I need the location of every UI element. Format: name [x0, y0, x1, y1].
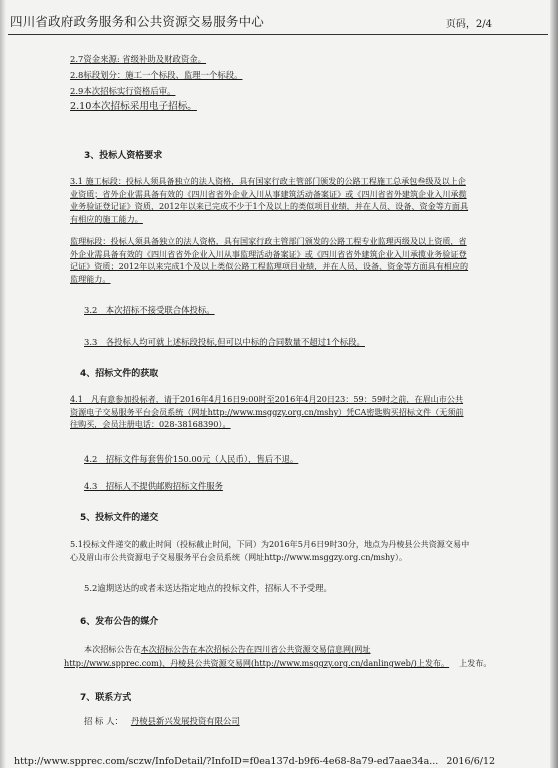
- section-6-trailing: 上发布。: [459, 658, 492, 668]
- section-6-intro: 本次招标公告在: [84, 644, 141, 654]
- item-2-10: 2.10本次招标采用电子招标。: [70, 101, 197, 112]
- section-3-1-paragraph: 3.1 施工标段：投标人须具备独立的法人资格，具有国家行政主管部门颁发的公路工程施工总承包叁级及以上企业资质；省外企业需具备有效的《四川省省外企业入川从事建筑活动备案证》或《四川省省外建筑企业入川承揽业务验证登记证》资质，2012年以来已完成不少于1个及以上的类似项目业绩，并在人员、设备、资金等方面具有相应的施工能力。: [70, 176, 469, 224]
- scan-edge-left: [0, 0, 6, 768]
- section-5-1-paragraph: 5.1投标文件递交的截止时间（投标截止时间，下同）为2016年5月6日9时30分，地点为丹棱县公共资源交易中心及眉山市公共资源电子交易服务平台会员系统（网址http://www.msggzy.org.cn/mshy）。: [70, 539, 470, 562]
- section-4-heading: 4、招标文件的获取: [80, 369, 159, 379]
- item-2-7: 2.7资金来源: 省级补助及财政资金。: [70, 54, 207, 64]
- tenderer-row: [84, 717, 240, 725]
- section-5-2-paragraph: 5.2逾期送达的或者未送达指定地点的投标文件，招标人不予受理。: [84, 583, 332, 593]
- tenderer-name: 丹棱县新兴发展投资有限公司: [130, 716, 240, 726]
- item-3-2: 3.2 本次招标不接受联合体投标。: [84, 305, 215, 315]
- section-4-1-paragraph: 4.1 凡有意参加投标者，请于2016年4月16日9:00时至2016年4月20日23：59：59时之前，在眉山市公共资源电子交易服务平台会员系统（网址http://www.msggzy.org.cn/mshy）凭CA密匙购买招标文件（无须前往购买，会员注册电话：028-38168390）。: [70, 394, 464, 429]
- footer-row: [14, 756, 495, 767]
- item-4-3: 4.3 招标人不提供邮购招标文件服务: [84, 481, 223, 491]
- header-title: 四川省政府政务服务和公共资源交易服务中心: [10, 14, 265, 29]
- section-6-media-urls: http://www.spprec.com)、丹棱县公共资源交易网(http://www.msggzy.org.cn/danlingweb/)上发布。: [64, 658, 450, 668]
- scan-edge-right: [550, 0, 558, 768]
- page-number: 页码，2/4: [445, 19, 492, 30]
- header-divider: [8, 34, 548, 35]
- tenderer-label: 招 标 人：: [84, 716, 123, 726]
- section-6-paragraph: [84, 643, 484, 656]
- section-3-heading: 3、投标人资格要求: [84, 151, 163, 161]
- section-3-1-supervision-paragraph: 监理标段：投标人须具备独立的法人资格，具有国家行政主管部门颁发的公路工程专业监理丙级及以上资质，省外企业需具备有效的《四川省省外企业入川从事监理活动备案证》或《四川省省外建筑企业入川承揽业务验证登记证》资质；2012年以来完成1个及以上类似公路工程监理项目业绩，并在人员、设备、资金等方面具有相应的监理能力。: [70, 236, 469, 284]
- item-3-3: 3.3 各投标人均可就上述标段投标,但可以中标的合同数量不超过1个标段。: [84, 337, 365, 347]
- section-6-heading: 6、发布公告的媒介: [80, 617, 159, 627]
- item-2-8: 2.8标段划分：施工一个标段、监理一个标段。: [70, 70, 243, 80]
- footer-url: http://www.spprec.com/sczw/InfoDetail/?InfoID=f0ea137d-b9f6-4e68-8a79-ed7aae34a...: [14, 756, 439, 767]
- item-4-2: 4.2 招标文件每套售价150.00元（人民币），售后不退。: [84, 454, 299, 464]
- section-6-media-line2: [64, 659, 492, 667]
- section-7-heading: 7、联系方式: [80, 693, 132, 703]
- section-6-media-text: 本次招标公告在本次招标公告在四川省公共资源交易信息网(网址: [140, 644, 371, 654]
- footer-date: 2016/6/12: [446, 756, 496, 767]
- section-5-heading: 5、投标文件的递交: [80, 513, 159, 523]
- item-2-9: 2.9本次招标实行资格后审。: [70, 86, 176, 96]
